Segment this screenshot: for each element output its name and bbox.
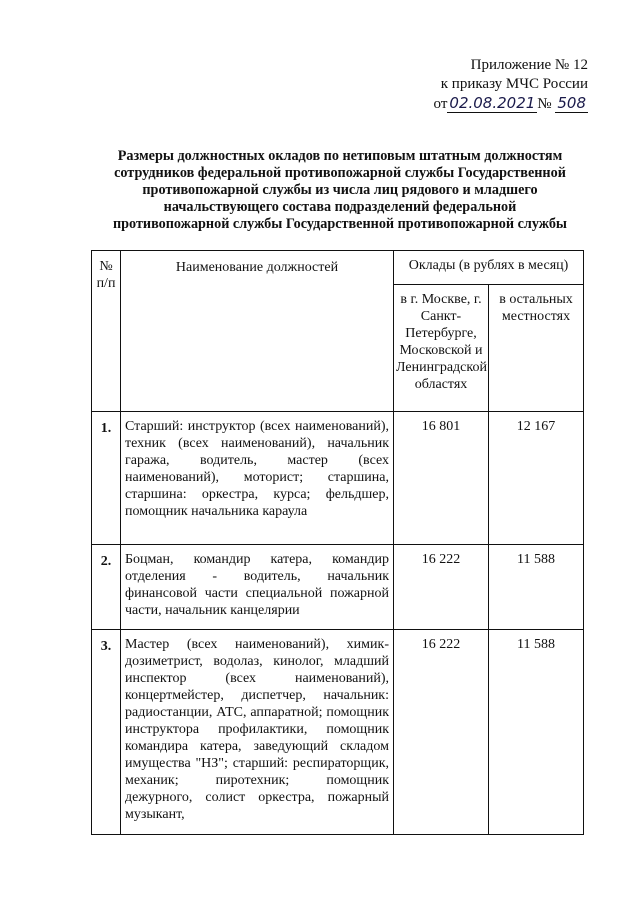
row-position-name: Боцман, командир катера, командир отделения - водитель, начальник финансовой части специальной пожарной части, начальник канцелярии (121, 545, 394, 630)
header-moscow-region: в г. Москве, г. Санкт-Петербурге, Московской и Ленинградской областях (394, 285, 489, 412)
row-salary-other: 11 588 (489, 545, 584, 630)
row-salary-moscow: 16 222 (394, 630, 489, 835)
table-row (92, 412, 584, 545)
row-salary-other: 12 167 (489, 412, 584, 545)
appendix-from-prefix: от (433, 96, 448, 112)
row-number: 1. (92, 412, 121, 545)
title-line: сотрудников федеральной противопожарной службы Государственной (114, 165, 566, 181)
handwritten-order-number: 508 (557, 94, 586, 112)
table-row (92, 545, 584, 630)
table-row (92, 630, 584, 835)
row-salary-moscow: 16 222 (394, 545, 489, 630)
title-line: противопожарной службы Государственной противопожарной службы (112, 216, 568, 232)
title-line: Размеры должностных окладов по нетиповым штатным должностям (117, 148, 563, 164)
appendix-order-ref: к приказу МЧС России (440, 76, 588, 92)
header-salaries: Оклады (в рублях в месяц) (394, 251, 584, 285)
title-line: начальствующего состава подразделений федеральной (163, 199, 517, 215)
title-line: противопожарной службы из числа лиц рядового и младшего (142, 182, 538, 198)
appendix-number-mark: № (537, 96, 552, 112)
header-number: № п/п (92, 251, 121, 412)
row-salary-moscow: 16 801 (394, 412, 489, 545)
row-position-name: Старший: инструктор (всех наименований), техник (всех наименований), начальник гаража, водитель, мастер (всех наименований), моторист; старшина, старшина: оркестра, курса; фельдшер, помощник начальника караула (121, 412, 394, 545)
appendix-date-line (434, 94, 588, 114)
appendix-block (434, 56, 588, 114)
salary-table (91, 250, 584, 835)
row-position-name: Мастер (всех наименований), химик-дозиметрист, водолаз, кинолог, младший инспектор (всех наименований), концертмейстер, диспетчер, начальник: радиостанции, АТС, аппаратной; помощник инструктора профилактики, помощник командира катера, заведующий складом имущества "НЗ"; старший: респираторщик, механик; пиротехник; помощник дежурного, солист оркестра, пожарный музыкант, (121, 630, 394, 835)
row-number: 2. (92, 545, 121, 630)
appendix-number: Приложение № 12 (470, 57, 588, 73)
row-salary-other: 11 588 (489, 630, 584, 835)
document-title (80, 148, 600, 233)
header-other-regions: в остальных местностях (489, 285, 584, 412)
handwritten-date: 02.08.2021 (449, 94, 536, 112)
row-number: 3. (92, 630, 121, 835)
header-position-name: Наименование должностей (121, 251, 394, 412)
